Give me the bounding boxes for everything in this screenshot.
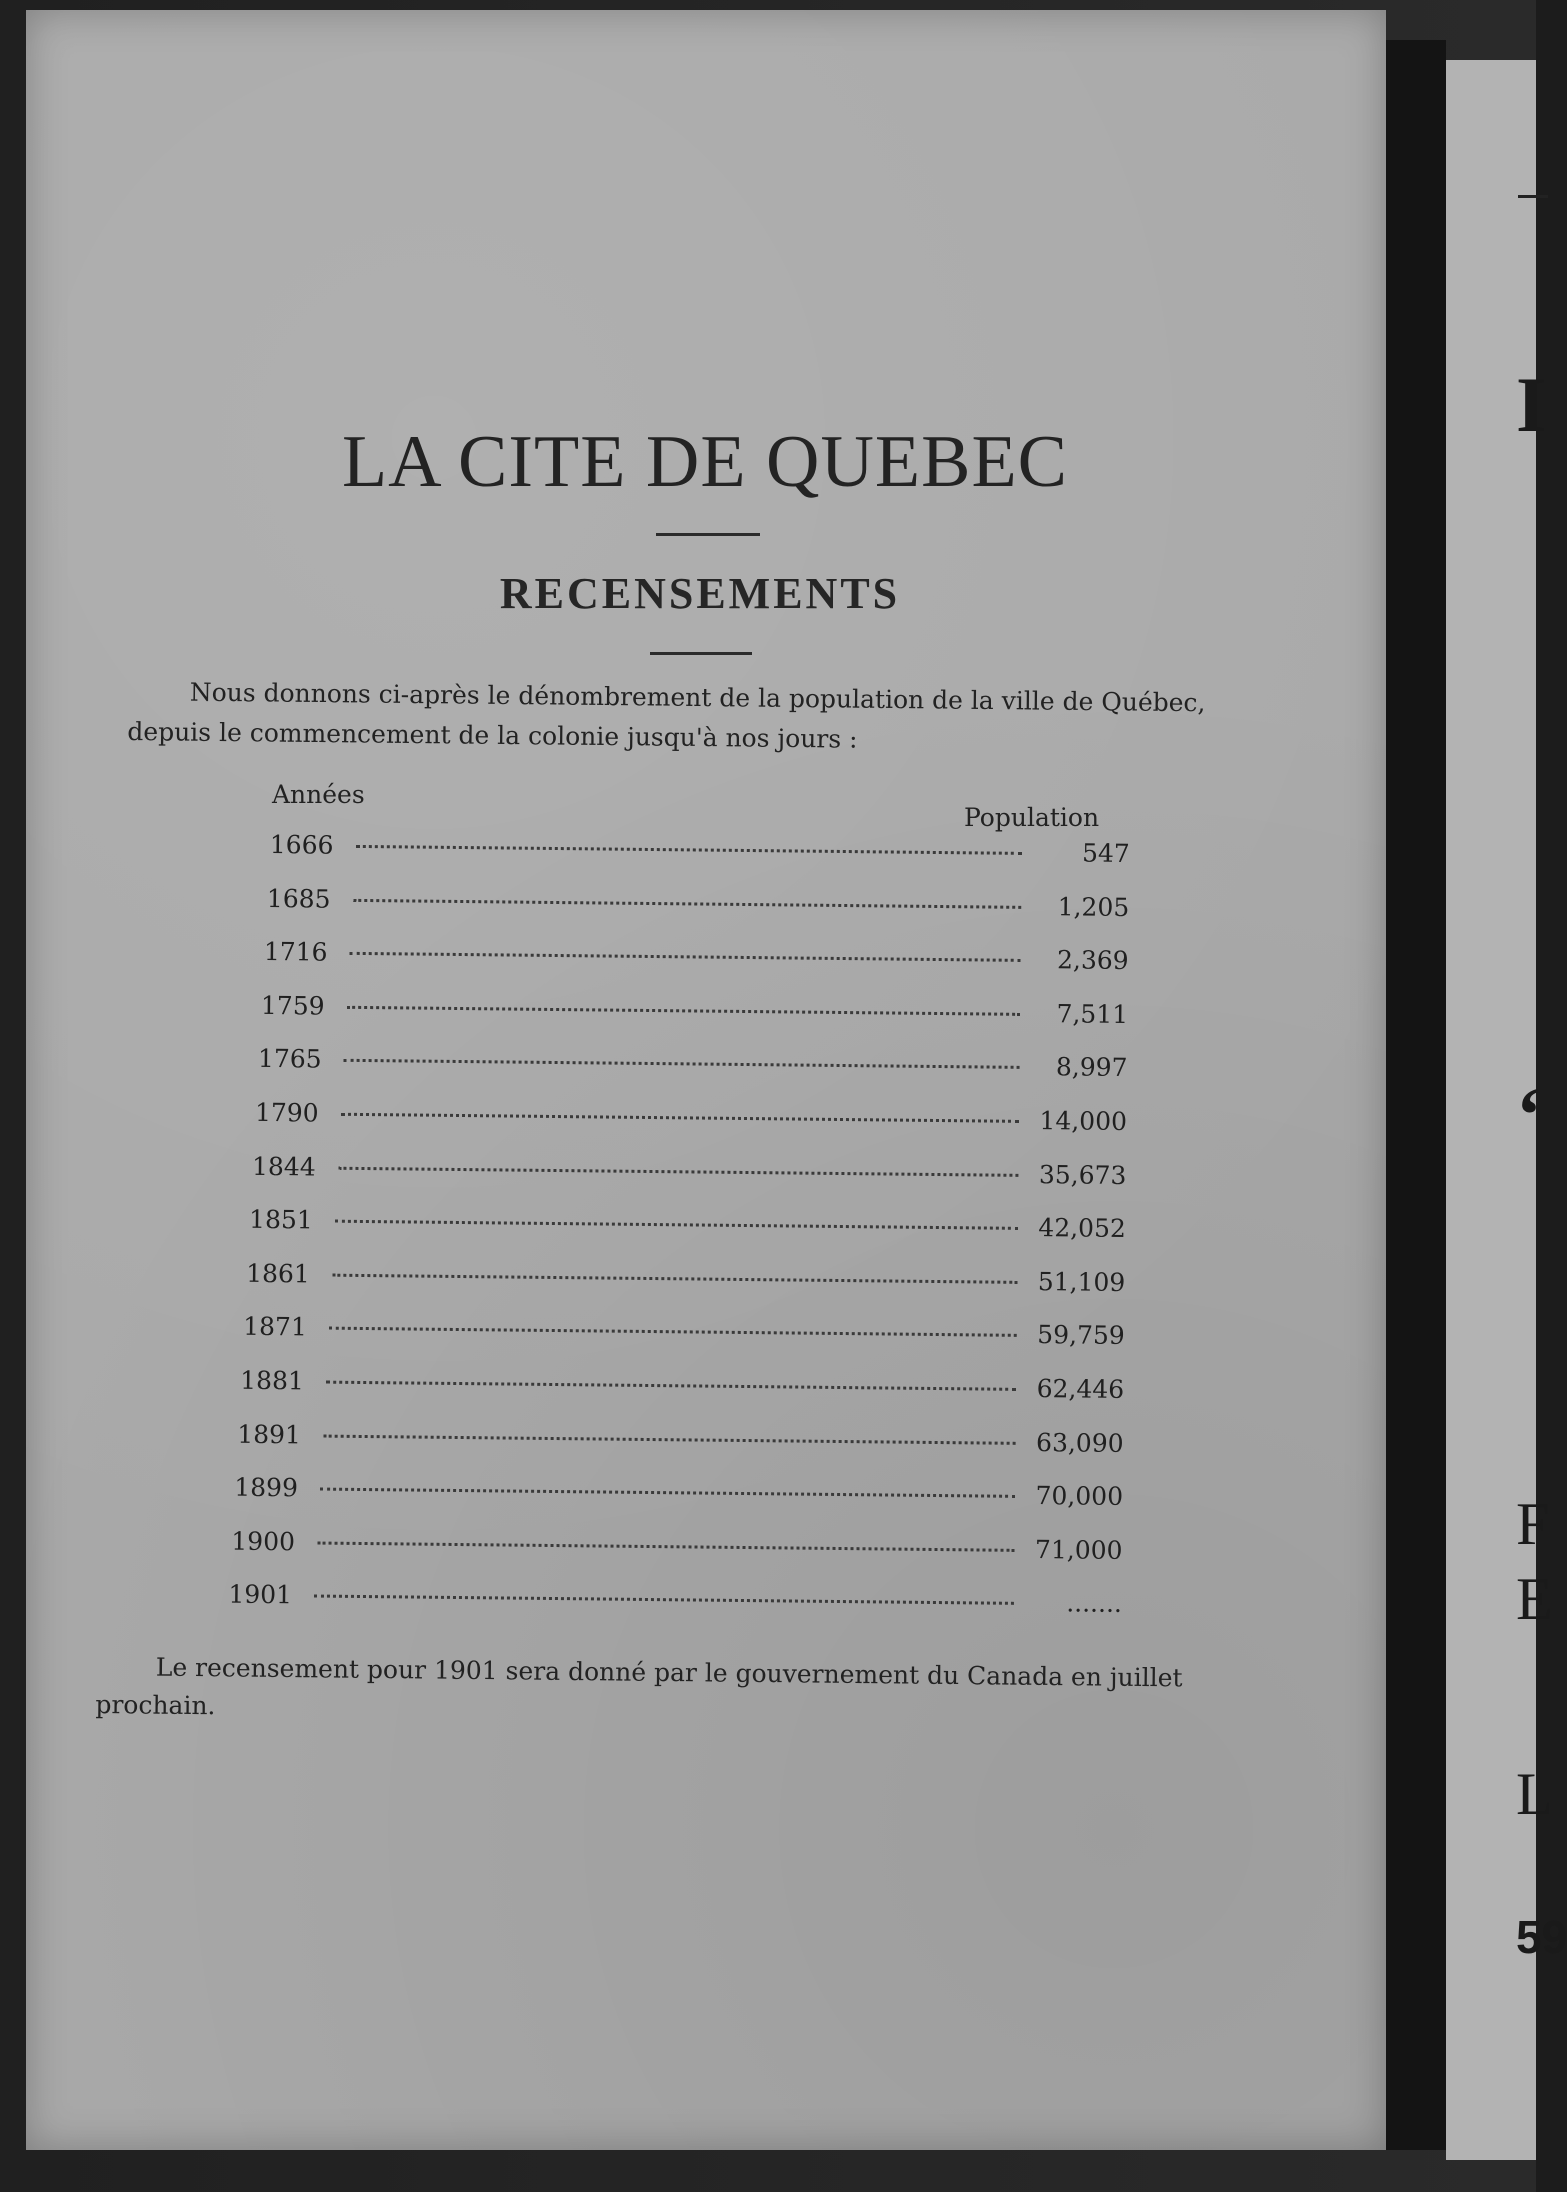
- dot-leader: [335, 1220, 1018, 1230]
- year-cell: 1685: [266, 883, 331, 914]
- section-heading: RECENSEMENTS: [499, 569, 901, 618]
- next-page-fragment: [1446, 60, 1567, 2160]
- dot-leader: [356, 845, 1022, 855]
- dot-leader: [338, 1166, 1018, 1176]
- dot-leader: [353, 898, 1021, 908]
- year-cell: 1765: [257, 1044, 322, 1074]
- population-cell: 59,759: [1037, 1320, 1125, 1351]
- heading-divider: [650, 652, 752, 655]
- table-row: [243, 1312, 1125, 1375]
- year-cell: 1899: [234, 1472, 299, 1503]
- year-cell: 1901: [228, 1579, 293, 1610]
- year-cell: 1666: [269, 830, 334, 860]
- intro-paragraph: [127, 672, 1268, 764]
- census-table: [228, 830, 1130, 1643]
- population-cell: .......: [1066, 1588, 1123, 1619]
- table-row: [228, 1580, 1122, 1643]
- dot-leader: [329, 1327, 1017, 1337]
- dot-leader: [326, 1381, 1016, 1391]
- dot-leader: [347, 1006, 1020, 1016]
- next-page-letter: I: [1516, 361, 1547, 448]
- table-row: [269, 830, 1130, 893]
- year-cell: 1900: [231, 1526, 296, 1557]
- year-cell: 1716: [263, 937, 328, 967]
- population-cell: 547: [1081, 838, 1130, 869]
- year-cell: 1759: [260, 990, 325, 1021]
- year-cell: 1891: [237, 1419, 302, 1449]
- year-cell: 1871: [243, 1312, 307, 1342]
- population-cell: 70,000: [1035, 1481, 1124, 1512]
- table-row: [252, 1151, 1127, 1214]
- table-row: [264, 937, 1129, 1000]
- dot-leader: [332, 1273, 1017, 1283]
- year-cell: 1861: [246, 1258, 310, 1289]
- year-cell: 1851: [248, 1204, 313, 1235]
- dot-leader: [323, 1434, 1015, 1444]
- population-cell: 71,000: [1034, 1534, 1123, 1565]
- intro-line: depuis le commencement de la colonie jusqu'à nos jours :: [127, 716, 858, 754]
- table-row: [234, 1473, 1123, 1536]
- year-cell: 1844: [251, 1151, 316, 1182]
- table-row: [246, 1259, 1126, 1322]
- population-cell: 51,109: [1037, 1266, 1126, 1297]
- table-row: [266, 884, 1129, 947]
- column-header-population: Population: [964, 803, 1100, 832]
- table-row: [231, 1526, 1123, 1589]
- year-cell: 1790: [254, 1097, 319, 1128]
- table-row: [261, 991, 1129, 1054]
- population-cell: 8,997: [1055, 1052, 1128, 1083]
- table-row: [237, 1419, 1124, 1482]
- next-page-rule: [1518, 195, 1548, 198]
- footnote: [95, 1648, 1236, 1736]
- next-page-letter: F: [1516, 1491, 1550, 1557]
- dot-leader: [350, 952, 1021, 962]
- footnote-line: prochain.: [95, 1689, 216, 1721]
- population-cell: 2,369: [1056, 945, 1129, 976]
- next-page-mark: ‘: [1516, 1071, 1542, 1158]
- column-header-years: Années: [272, 780, 365, 809]
- dot-leader: [320, 1488, 1015, 1498]
- population-cell: 1,205: [1057, 891, 1130, 922]
- population-cell: 14,000: [1039, 1106, 1128, 1136]
- dot-leader: [317, 1541, 1014, 1551]
- dot-leader: [314, 1595, 1014, 1605]
- table-row: [255, 1098, 1128, 1161]
- title-divider: [656, 533, 760, 536]
- population-cell: 63,090: [1035, 1427, 1124, 1458]
- table-row: [258, 1044, 1128, 1107]
- population-cell: 62,446: [1036, 1373, 1125, 1404]
- table-row: [240, 1366, 1125, 1429]
- next-page-letter: E: [1516, 1566, 1553, 1632]
- population-cell: 7,511: [1056, 999, 1129, 1029]
- population-cell: 42,052: [1038, 1213, 1127, 1244]
- table-row: [249, 1205, 1126, 1268]
- next-page-number: 59: [1516, 1911, 1567, 1963]
- year-cell: 1881: [240, 1365, 305, 1396]
- footnote-line: Le recensement pour 1901 sera donné par le gouvernement du Canada en juillet: [155, 1652, 1183, 1693]
- population-cell: 35,673: [1038, 1159, 1127, 1190]
- page-gutter: [1386, 40, 1446, 2150]
- dot-leader: [341, 1113, 1019, 1123]
- next-page-letter: L: [1516, 1761, 1553, 1827]
- intro-line: Nous donnons ci-après le dénombrement de la population de la ville de Québec,: [189, 677, 1206, 718]
- page-title: LA CITE DE QUEBEC: [341, 421, 1069, 503]
- dot-leader: [344, 1059, 1020, 1069]
